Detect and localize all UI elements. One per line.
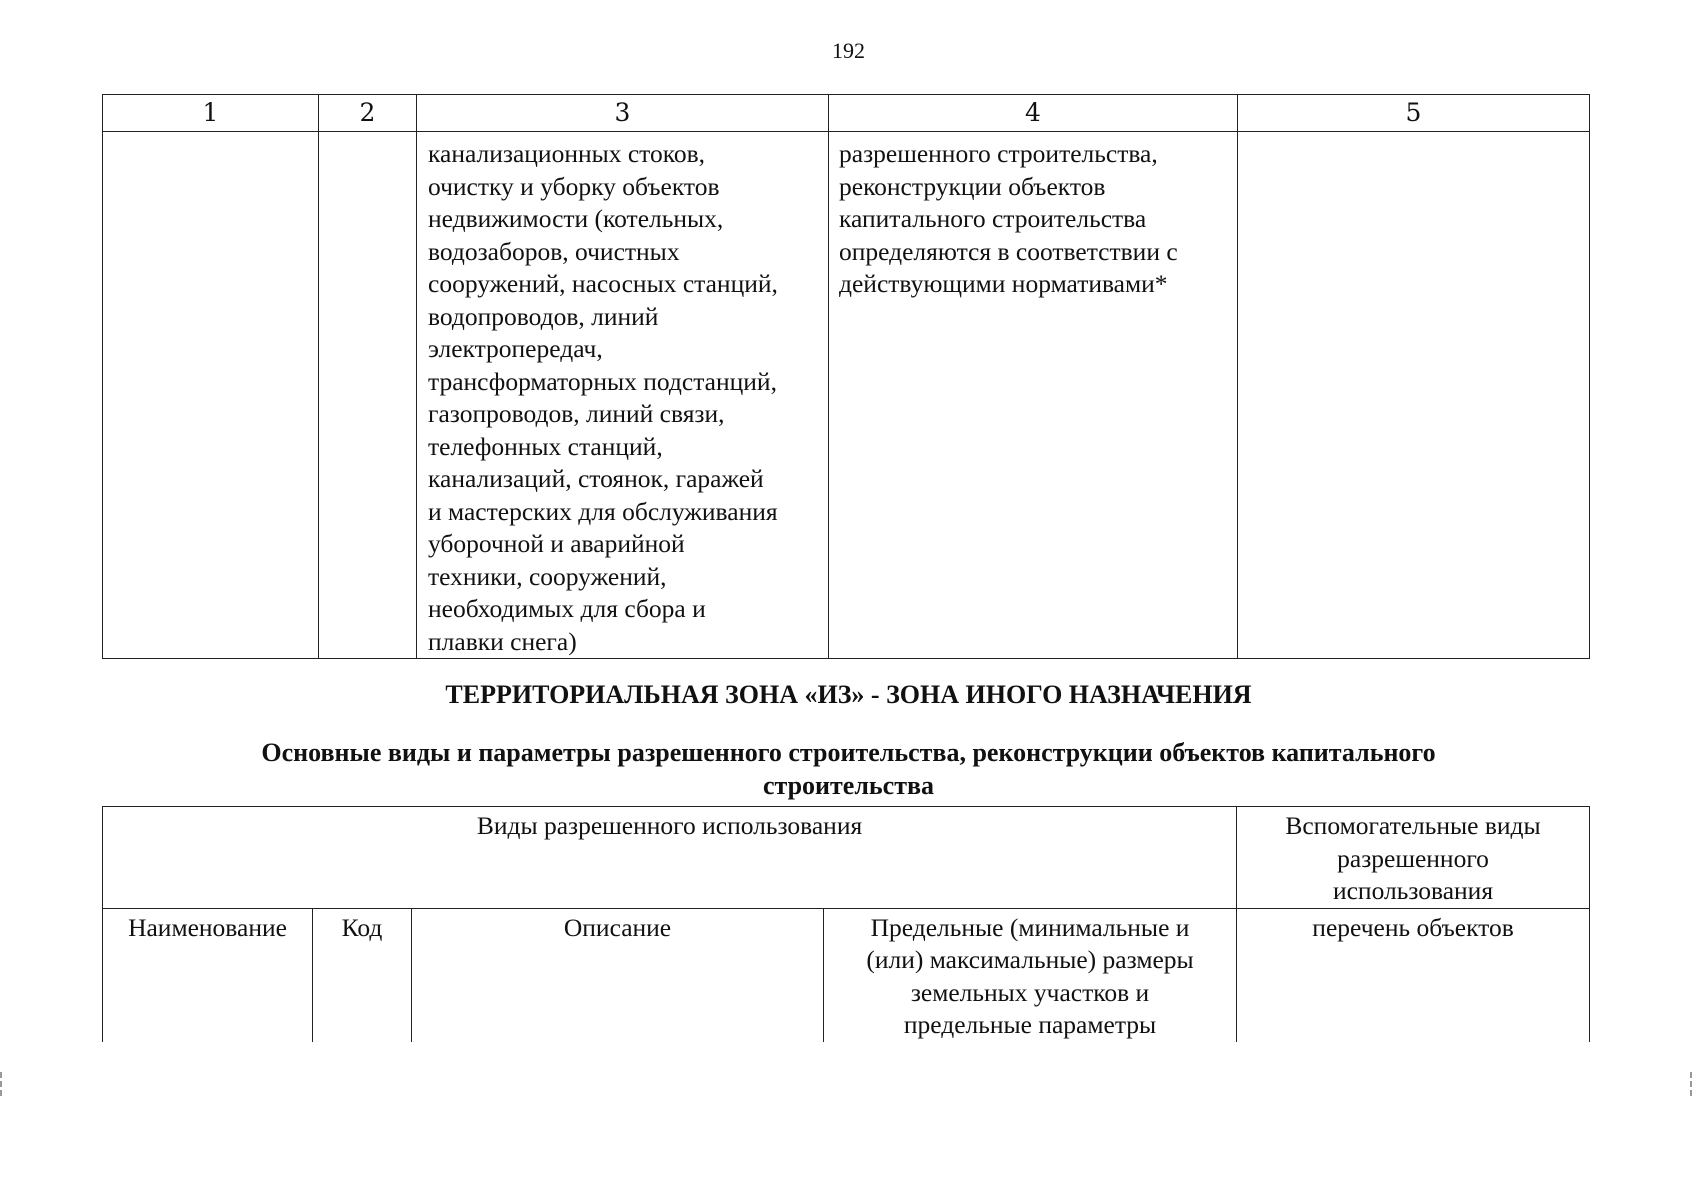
auxiliary-header-line: разрешенного bbox=[1337, 843, 1489, 873]
limits-header-line: предельные параметры bbox=[903, 1010, 1157, 1039]
description-line: недвижимости (котельных, bbox=[428, 204, 724, 233]
main-table bbox=[102, 806, 1590, 1042]
column-number-3: 3 bbox=[417, 95, 829, 132]
description-line: техники, сооружений, bbox=[428, 561, 667, 591]
table-row bbox=[103, 132, 1590, 659]
description-line: сооружений, насосных станций, bbox=[428, 269, 778, 298]
column-number-5: 5 bbox=[1238, 95, 1590, 132]
description-line: трансформаторных подстанций, bbox=[428, 366, 777, 396]
description-line: очистку и уборку объектов bbox=[428, 171, 720, 201]
name-column-header: Наименование bbox=[103, 908, 313, 1042]
auxiliary-uses-header bbox=[1237, 807, 1590, 909]
continuation-table bbox=[102, 94, 1590, 659]
parameters-line: определяются в соответствии с bbox=[839, 236, 1178, 266]
main-table-group-row bbox=[103, 807, 1590, 909]
objects-column-header: перечень объектов bbox=[1237, 908, 1590, 1042]
description-line: уборочной и аварийной bbox=[428, 529, 685, 558]
page-number: 192 bbox=[832, 38, 865, 63]
column-number-2: 2 bbox=[319, 95, 417, 132]
column-number-1: 1 bbox=[103, 95, 319, 132]
column-number-4: 4 bbox=[829, 95, 1238, 132]
description-line: необходимых для сбора и bbox=[428, 594, 706, 623]
parameters-line: разрешенного строительства, bbox=[839, 139, 1158, 168]
cell-description bbox=[417, 132, 829, 659]
auxiliary-header-line: использования bbox=[1332, 876, 1494, 905]
section-heading-line: строительства bbox=[762, 771, 935, 800]
description-line: канализационных стоков, bbox=[428, 139, 706, 168]
limits-header-line: (или) максимальные) размеры bbox=[866, 945, 1194, 974]
description-line: канализаций, стоянок, гаражей bbox=[428, 464, 764, 493]
scan-edge-mark-left bbox=[0, 1072, 8, 1096]
parameters-line: реконструкции объектов bbox=[839, 171, 1106, 201]
cell-code bbox=[319, 132, 417, 659]
limits-column-header bbox=[824, 908, 1237, 1042]
description-line: телефонных станций, bbox=[428, 431, 663, 461]
limits-header-line: земельных участков и bbox=[910, 977, 1150, 1007]
cell-auxiliary bbox=[1238, 132, 1590, 659]
cell-parameters bbox=[829, 132, 1238, 659]
zone-heading: ТЕРРИТОРИАЛЬНАЯ ЗОНА «ИЗ» - ЗОНА ИНОГО НАЗНАЧЕНИЯ bbox=[445, 680, 1252, 709]
description-line: водозаборов, очистных bbox=[428, 236, 680, 266]
parameters-line: действующими нормативами* bbox=[839, 269, 1168, 298]
main-table-column-row bbox=[103, 908, 1590, 1042]
auxiliary-header-line: Вспомогательные виды bbox=[1285, 811, 1541, 840]
limits-header-line: Предельные (минимальные и bbox=[870, 912, 1190, 942]
description-line: водопроводов, линий bbox=[428, 301, 659, 331]
parameters-line: капитального строительства bbox=[839, 204, 1147, 233]
description-line: электропередач, bbox=[428, 334, 603, 363]
description-line: газопроводов, линий связи, bbox=[428, 399, 725, 428]
scan-edge-mark-right bbox=[1690, 1072, 1697, 1096]
section-heading bbox=[180, 736, 1517, 802]
description-line: плавки снега) bbox=[428, 626, 577, 656]
description-column-header: Описание bbox=[412, 908, 824, 1042]
code-column-header: Код bbox=[313, 908, 412, 1042]
description-line: и мастерских для обслуживания bbox=[428, 496, 778, 526]
permitted-uses-header: Виды разрешенного использования bbox=[103, 807, 1237, 909]
continuation-table-header-row bbox=[103, 95, 1590, 132]
section-heading-line: Основные виды и параметры разрешенного строительства, реконструкции объектов капитального bbox=[261, 738, 1436, 767]
cell-name bbox=[103, 132, 319, 659]
